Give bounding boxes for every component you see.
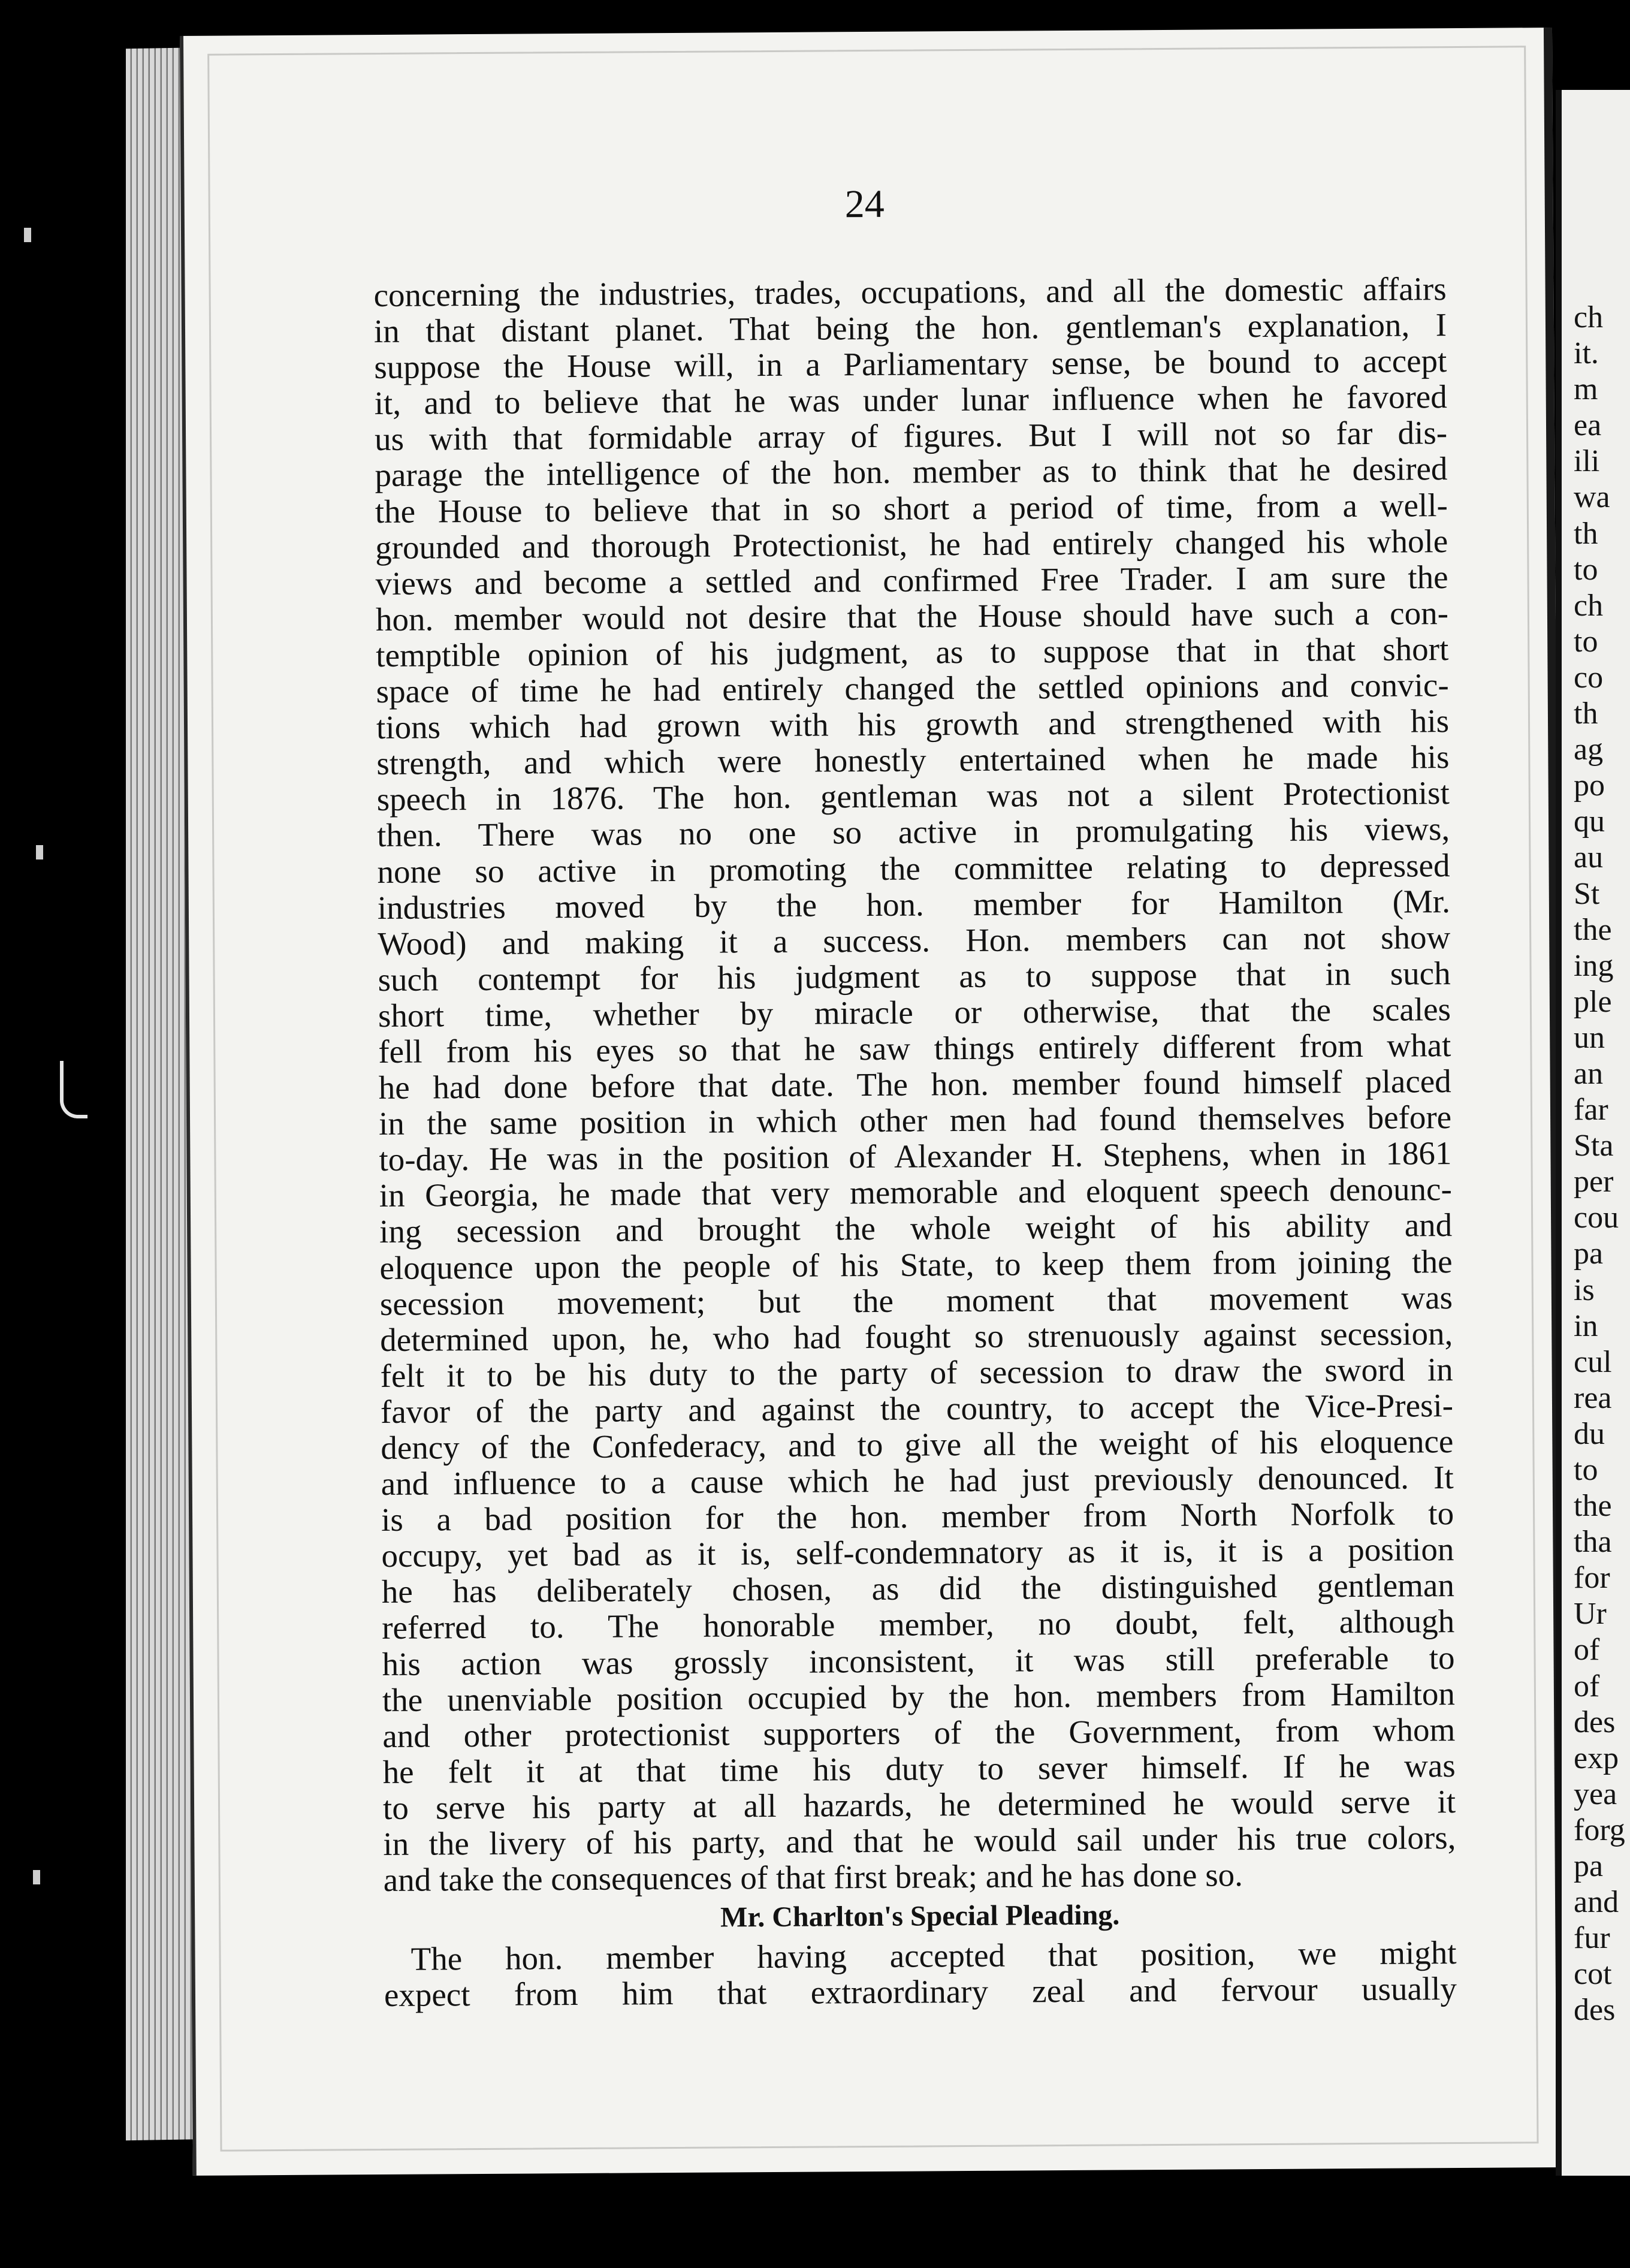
adjacent-page-fragment: th bbox=[1574, 696, 1598, 731]
text-line: fell from his eyes so that he saw things entirely different from what bbox=[378, 1027, 1451, 1070]
adjacent-page-fragment: cul bbox=[1574, 1344, 1612, 1379]
text-line: eloquence upon the people of his State, to keep them from joining the bbox=[379, 1242, 1453, 1286]
text-line: and influence to a cause which he had just previously denounced. It bbox=[381, 1459, 1454, 1503]
adjacent-page-fragment: th bbox=[1574, 516, 1598, 551]
section-paragraph bbox=[384, 1935, 1457, 2013]
scan-artifact-tick bbox=[36, 845, 43, 859]
page-number: 24 bbox=[844, 182, 885, 227]
adjacent-page-fragment: qu bbox=[1574, 804, 1605, 839]
adjacent-page-fragment: po bbox=[1574, 768, 1605, 803]
adjacent-page-fragment: in bbox=[1574, 1308, 1598, 1343]
scan-artifact-tick bbox=[24, 228, 31, 242]
adjacent-page-fragment: cou bbox=[1574, 1201, 1619, 1235]
adjacent-page-fragment: tha bbox=[1574, 1525, 1612, 1560]
adjacent-page-fragment: des bbox=[1574, 1705, 1616, 1739]
text-line: occupy, yet bad as it is, self-condemnatory as it is, it is a position bbox=[381, 1531, 1454, 1575]
adjacent-page-edge bbox=[1556, 90, 1630, 2176]
text-line: in the livery of his party, and that he would sail under his true colors, bbox=[383, 1819, 1456, 1863]
text-line: to-day. He was in the position of Alexander H. Stephens, when in 1861 bbox=[379, 1135, 1452, 1178]
adjacent-page-fragment: rea bbox=[1574, 1380, 1612, 1415]
adjacent-page-fragment: ch bbox=[1574, 588, 1604, 623]
adjacent-page-fragment: ch bbox=[1574, 300, 1604, 334]
adjacent-page-fragment: exp bbox=[1574, 1741, 1619, 1775]
text-line: views and become a settled and confirmed Free Trader. I am sure the bbox=[375, 558, 1448, 602]
text-line: and take the consequences of that first break; and he has done so. bbox=[383, 1856, 1243, 1899]
adjacent-page-fragment: ili bbox=[1574, 444, 1600, 479]
adjacent-page-fragment: St bbox=[1574, 876, 1600, 911]
text-line: speech in 1876. The hon. gentleman was not a silent Protectionist bbox=[376, 774, 1450, 818]
adjacent-page-fragment: Ur bbox=[1574, 1597, 1607, 1631]
adjacent-page-fragment: is bbox=[1574, 1272, 1595, 1307]
adjacent-page-fragment: un bbox=[1574, 1020, 1605, 1055]
text-line: such contempt for his judgment as to suppose that in such bbox=[378, 954, 1451, 998]
adjacent-page-fragment: per bbox=[1574, 1165, 1614, 1199]
scan-artifact-mark bbox=[60, 1061, 87, 1118]
adjacent-page-fragment: pa bbox=[1574, 1849, 1604, 1884]
text-line: Wood) and making it a success. Hon. members can not show bbox=[378, 918, 1451, 962]
scan-artifact-tick bbox=[33, 1870, 40, 1884]
adjacent-page-fragment: yea bbox=[1574, 1777, 1617, 1811]
text-line: us with that formidable array of figures. But I will not so far dis- bbox=[374, 414, 1448, 458]
section-heading: Mr. Charlton's Special Pleading. bbox=[720, 1899, 1120, 1934]
text-line: The hon. member having accepted that position, we might bbox=[410, 1934, 1457, 1978]
text-line: none so active in promoting the committee relating to depressed bbox=[377, 846, 1450, 890]
text-line: expect from him that extraordinary zeal and fervour usually bbox=[384, 1970, 1457, 2014]
text-line: concerning the industries, trades, occupations, and all the domestic affairs bbox=[373, 270, 1447, 314]
text-line: then. There was no one so active in promulgating his views, bbox=[376, 810, 1450, 854]
adjacent-page-text bbox=[1574, 300, 1625, 2029]
text-line: he felt it at that time his duty to sever himself. If he was bbox=[382, 1747, 1456, 1790]
text-line: temptible opinion of his judgment, as to suppose that in that short bbox=[376, 631, 1449, 674]
adjacent-page-fragment: ing bbox=[1574, 948, 1614, 983]
adjacent-page-fragment: of bbox=[1574, 1669, 1600, 1703]
adjacent-page-fragment: pa bbox=[1574, 1236, 1604, 1271]
text-line: hon. member would not desire that the House should have such a con- bbox=[375, 594, 1449, 638]
text-line: in that distant planet. That being the hon. gentleman's explanation, I bbox=[373, 306, 1447, 350]
adjacent-page-fragment: cot bbox=[1574, 1957, 1612, 1992]
text-line: he had done before that date. The hon. member found himself placed bbox=[378, 1063, 1451, 1106]
adjacent-page-fragment: the bbox=[1574, 912, 1612, 947]
text-line: in the same position in which other men had found themselves before bbox=[378, 1099, 1452, 1142]
text-line: space of time he had entirely changed the settled opinions and convic- bbox=[376, 666, 1449, 710]
book-page bbox=[180, 28, 1565, 2176]
adjacent-page-fragment: of bbox=[1574, 1633, 1600, 1667]
adjacent-page-fragment: du bbox=[1574, 1416, 1605, 1451]
adjacent-page-fragment: wa bbox=[1574, 480, 1610, 515]
adjacent-page-fragment: Sta bbox=[1574, 1129, 1614, 1163]
adjacent-page-fragment: to bbox=[1574, 552, 1598, 587]
text-line: his action was grossly inconsistent, it was still preferable to bbox=[382, 1639, 1455, 1682]
text-line: short time, whether by miracle or otherwise, that the scales bbox=[378, 990, 1451, 1034]
page-body-text bbox=[373, 271, 1457, 2013]
adjacent-page-fragment: fur bbox=[1574, 1921, 1610, 1956]
adjacent-page-fragment: for bbox=[1574, 1561, 1610, 1596]
text-line: referred to. The honorable member, no doubt, felt, although bbox=[382, 1603, 1455, 1646]
text-line: determined upon, he, who had fought so strenuously against secession, bbox=[380, 1314, 1453, 1358]
text-line: he has deliberately chosen, as did the distinguished gentleman bbox=[381, 1567, 1455, 1610]
adjacent-page-fragment: ag bbox=[1574, 732, 1604, 767]
adjacent-page-fragment: au bbox=[1574, 840, 1604, 875]
adjacent-page-fragment: ea bbox=[1574, 408, 1602, 443]
text-line: the unenviable position occupied by the hon. members from Hamilton bbox=[382, 1675, 1456, 1718]
text-line: ing secession and brought the whole weight of his ability and bbox=[379, 1207, 1453, 1250]
text-line: felt it to be his duty to the party of secession to draw the sword in bbox=[380, 1350, 1453, 1394]
adjacent-page-fragment: des bbox=[1574, 1993, 1616, 2028]
text-line: to serve his party at all hazards, he determined he would serve it bbox=[382, 1783, 1456, 1826]
adjacent-page-fragment: co bbox=[1574, 660, 1604, 695]
adjacent-page-fragment: it. bbox=[1574, 336, 1599, 371]
adjacent-page-fragment: m bbox=[1574, 372, 1598, 407]
text-line: secession movement; but the moment that movement was bbox=[379, 1278, 1453, 1322]
adjacent-page-fragment: to bbox=[1574, 624, 1598, 659]
text-line: in Georgia, he made that very memorable and eloquent speech denounc- bbox=[379, 1171, 1452, 1214]
text-line: favor of the party and against the country, to accept the Vice-Presi- bbox=[380, 1386, 1454, 1430]
text-line: industries moved by the hon. member for Hamilton (Mr. bbox=[377, 882, 1451, 926]
text-line: it, and to believe that he was under lunar influence when he favored bbox=[374, 378, 1447, 422]
adjacent-page-fragment: far bbox=[1574, 1093, 1608, 1127]
adjacent-page-fragment: the bbox=[1574, 1489, 1612, 1524]
text-line: suppose the House will, in a Parliamentary sense, be bound to accept bbox=[374, 342, 1447, 386]
adjacent-page-fragment: an bbox=[1574, 1056, 1604, 1091]
text-line: and other protectionist supporters of the Government, from whom bbox=[382, 1711, 1456, 1754]
adjacent-page-fragment: to bbox=[1574, 1453, 1598, 1487]
text-line: the House to believe that in so short a period of time, from a well- bbox=[375, 486, 1448, 530]
adjacent-page-fragment: forg bbox=[1574, 1812, 1625, 1847]
text-line: strength, and which were honestly entertained when he made his bbox=[376, 738, 1450, 782]
adjacent-page-fragment: ple bbox=[1574, 984, 1612, 1019]
text-line: dency of the Confederacy, and to give all the weight of his eloquence bbox=[381, 1423, 1454, 1466]
text-line: parage the intelligence of the hon. member as to think that he desired bbox=[375, 450, 1448, 494]
paragraph bbox=[373, 271, 1456, 1898]
text-line: tions which had grown with his growth and strengthened with his bbox=[376, 702, 1450, 746]
adjacent-page-fragment: and bbox=[1574, 1885, 1619, 1920]
text-line: grounded and thorough Protectionist, he had entirely changed his whole bbox=[375, 522, 1448, 566]
text-line: is a bad position for the hon. member from North Norfolk to bbox=[381, 1495, 1454, 1539]
